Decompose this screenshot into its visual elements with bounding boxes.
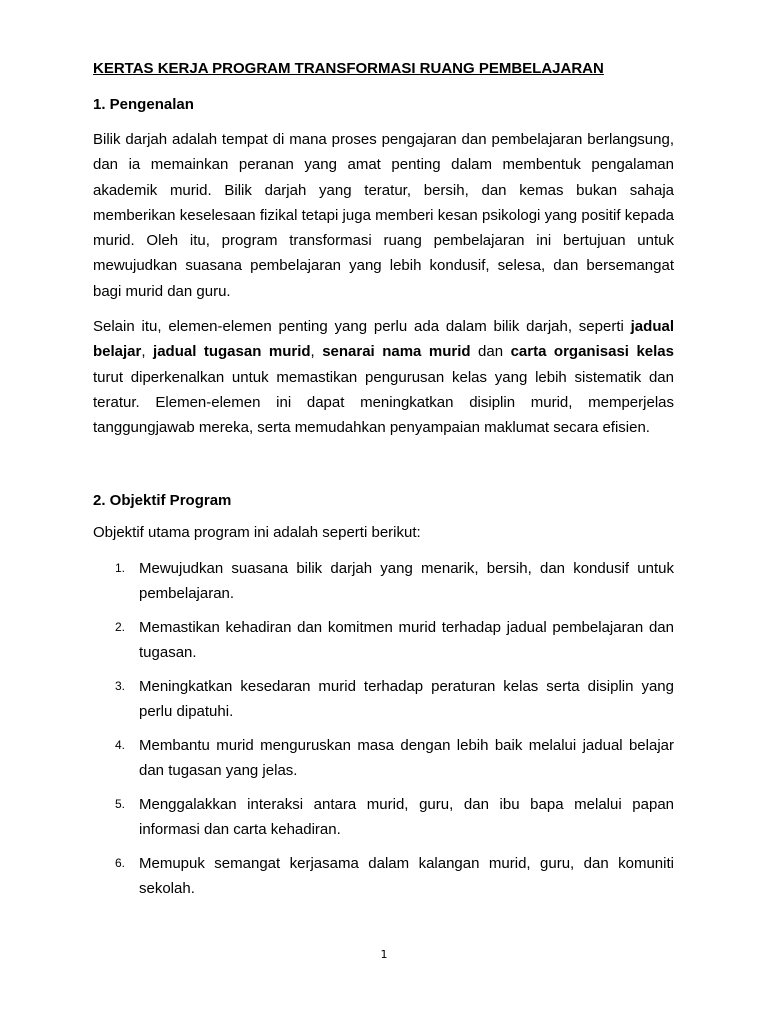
list-item-number: 5.	[115, 796, 126, 811]
section-heading-objektif: 2. Objektif Program	[93, 491, 232, 509]
list-item-number: 1.	[115, 560, 126, 575]
document-title: KERTAS KERJA PROGRAM TRANSFORMASI RUANG PEMBELAJARAN	[93, 60, 604, 77]
list-item-number: 6.	[115, 855, 126, 870]
paragraph-text: turut diperkenalkan untuk memastikan pengurusan kelas yang lebih sistematik dan teratur. Elemen-elemen ini dapat meningkatkan disiplin murid, memperjelas tanggungjawab mereka, serta memudahkan penyampaian maklumat secara efisien.	[93, 368, 674, 437]
paragraph-pengenalan-1: Bilik darjah adalah tempat di mana proses pengajaran dan pembelajaran berlangsung, dan ia memainkan peranan yang amat penting dalam membentuk pengalaman akademik murid. Bilik darjah yang teratur, bersih, dan kemas bukan sahaja memberikan keselesaan fizikal tetapi juga memberi kesan psikologi yang positif kepada murid. Oleh itu, program transformasi ruang pembelajaran ini bertujuan untuk mewujudkan suasana pembelajaran yang lebih kondusif, selesa, dan bersemangat bagi murid dan guru.	[93, 131, 674, 300]
list-item-text: Memastikan kehadiran dan komitmen murid terhadap jadual pembelajaran dan tugasan.	[139, 618, 674, 661]
bold-term-carta-organisasi: carta organisasi kelas	[510, 343, 674, 361]
page-number: 1	[380, 948, 388, 961]
list-item	[93, 615, 674, 665]
list-item-text: Memupuk semangat kerjasama dalam kalangan murid, guru, dan komuniti sekolah.	[139, 854, 674, 897]
document-page	[93, 60, 674, 910]
bold-term-senarai-nama: senarai nama murid	[322, 343, 471, 361]
list-item-text: Meningkatkan kesedaran murid terhadap peraturan kelas serta disiplin yang perlu dipatuhi.	[139, 677, 674, 720]
list-item	[93, 851, 674, 901]
list-item	[93, 556, 674, 606]
section-heading-pengenalan: 1. Pengenalan	[93, 96, 194, 113]
bold-term-jadual-tugasan: jadual tugasan murid	[153, 343, 311, 361]
separator-text: dan	[470, 343, 511, 361]
list-item-number: 3.	[115, 678, 126, 693]
list-item-number: 2.	[115, 619, 126, 634]
list-item	[93, 733, 674, 783]
list-item	[93, 792, 674, 842]
list-item-number: 4.	[115, 737, 126, 752]
list-item-text: Membantu murid menguruskan masa dengan lebih baik melalui jadual belajar dan tugasan yang jelas.	[139, 736, 674, 779]
list-item-text: Mewujudkan suasana bilik darjah yang menarik, bersih, dan kondusif untuk pembelajaran.	[139, 559, 674, 602]
separator-text: ,	[310, 343, 323, 361]
separator-text: ,	[141, 343, 154, 361]
objectives-list	[93, 556, 674, 901]
paragraph-text: Selain itu, elemen-elemen penting yang perlu ada dalam bilik darjah, seperti	[93, 318, 631, 336]
list-item-text: Menggalakkan interaksi antara murid, guru, dan ibu bapa melalui papan informasi dan carta kehadiran.	[139, 795, 674, 838]
bold-term-jadual-belajar: jadual belajar	[93, 318, 674, 361]
objectives-intro: Objektif utama program ini adalah seperti berikut:	[93, 523, 421, 541]
paragraph-pengenalan-2	[93, 314, 674, 440]
list-item	[93, 674, 674, 724]
